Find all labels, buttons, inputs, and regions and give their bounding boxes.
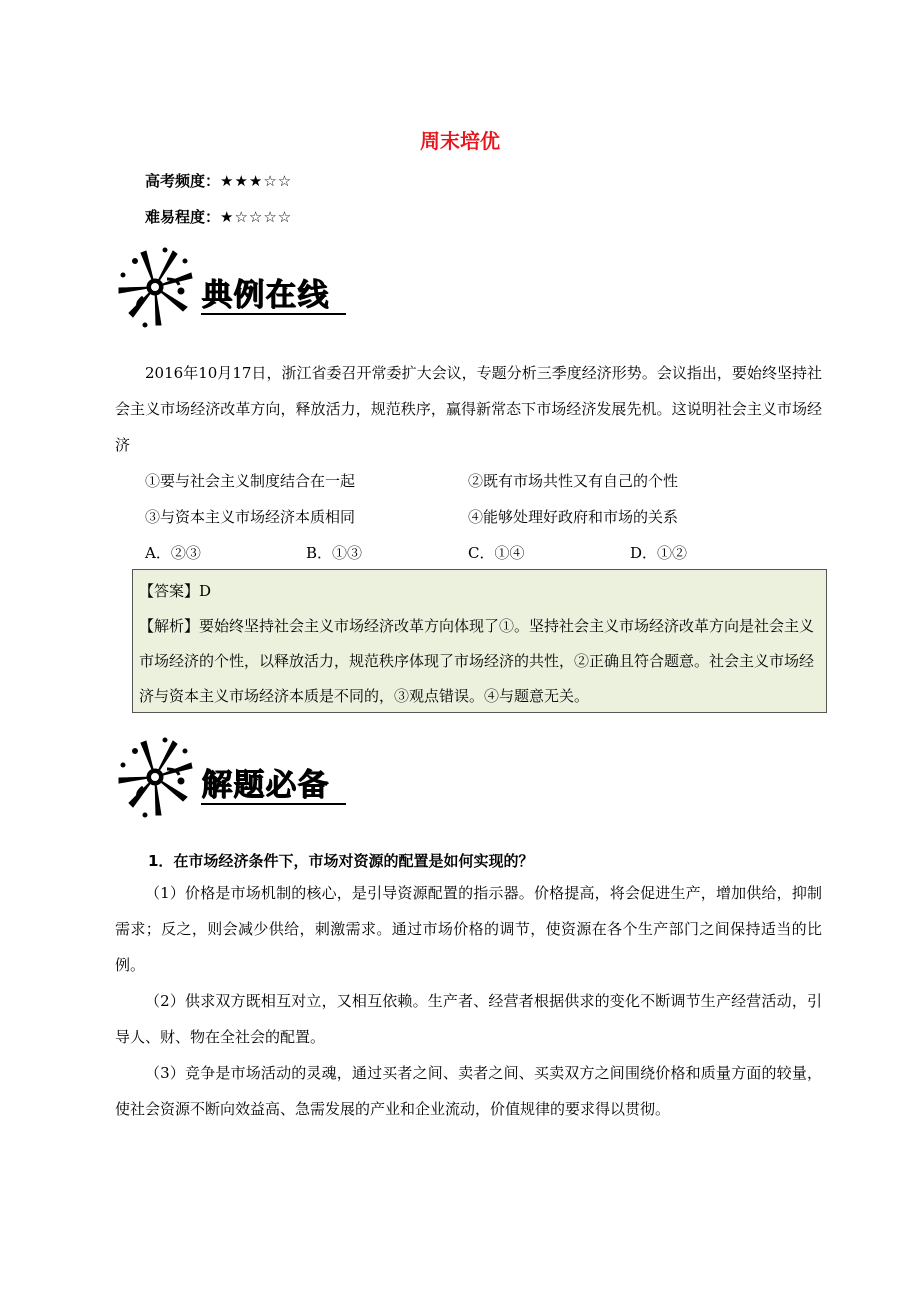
- option-item-1: ①要与社会主义制度结合在一起: [145, 472, 356, 490]
- section-heading-label: 典例在线: [201, 277, 329, 313]
- flower-logo-icon: [115, 735, 195, 820]
- section-heading-examples: [115, 245, 365, 330]
- option-item-2: ②既有市场共性又有自己的个性: [468, 472, 679, 490]
- knowledge-paragraph-1: （1）价格是市场机制的核心，是引导资源配置的指示器。价格提高，将会促进生产，增加供给，抑制需求；反之，则会减少供给，刺激需求。通过市场价格的调节，使资源在各个生产部门之间保持适当的比例。: [115, 884, 822, 974]
- choice-a: A．②③: [145, 544, 201, 562]
- page-title: 周末培优: [420, 129, 500, 153]
- question-stem: 2016年10月17日，浙江省委召开常委扩大会议，专题分析三季度经济形势。会议指出，要始终坚持社会主义市场经济改革方向，释放活力，规范秩序，赢得新常态下市场经济发展先机。这说明社会主义市场经济: [115, 364, 822, 454]
- choice-c: C．①④: [468, 544, 525, 562]
- knowledge-question-title: 1．在市场经济条件下，市场对资源的配置是如何实现的？: [148, 852, 534, 870]
- option-item-4: ④能够处理好政府和市场的关系: [468, 508, 679, 526]
- analysis-text: 【解析】要始终坚持社会主义市场经济改革方向体现了①。坚持社会主义市场经济改革方向是社会主义市场经济的个性，以释放活力，规范秩序体现了市场经济的共性，②正确且符合题意。社会主义市场经济与资本主义市场经济本质是不同的，③观点错误。④与题意无关。: [139, 617, 815, 705]
- difficulty-label: 难易程度：: [145, 208, 221, 226]
- section-heading-label: 解题必备: [201, 767, 329, 803]
- difficulty-stars: ★☆☆☆☆: [220, 208, 293, 226]
- frequency-stars: ★★★☆☆: [220, 172, 293, 190]
- flower-logo-icon: [115, 245, 195, 330]
- option-item-3: ③与资本主义市场经济本质相同: [145, 508, 356, 526]
- answer-text: 【答案】D: [139, 582, 212, 600]
- knowledge-paragraph-3: （3）竞争是市场活动的灵魂，通过买者之间、卖者之间、买卖双方之间围绕价格和质量方面的较量，使社会资源不断向效益高、急需发展的产业和企业流动，价值规律的要求得以贯彻。: [115, 1064, 822, 1118]
- choice-b: B．①③: [306, 544, 363, 562]
- heading-underline: [201, 313, 346, 315]
- difficulty-level: [145, 206, 292, 227]
- section-heading-essentials: [115, 735, 365, 820]
- heading-underline: [201, 803, 346, 805]
- choice-d: D．①②: [630, 544, 688, 562]
- knowledge-paragraph-2: （2）供求双方既相互对立，又相互依赖。生产者、经营者根据供求的变化不断调节生产经营活动，引导人、财、物在全社会的配置。: [115, 992, 822, 1046]
- frequency-label: 高考频度：: [145, 172, 221, 190]
- exam-frequency: [145, 170, 292, 191]
- answer-box: [132, 569, 827, 713]
